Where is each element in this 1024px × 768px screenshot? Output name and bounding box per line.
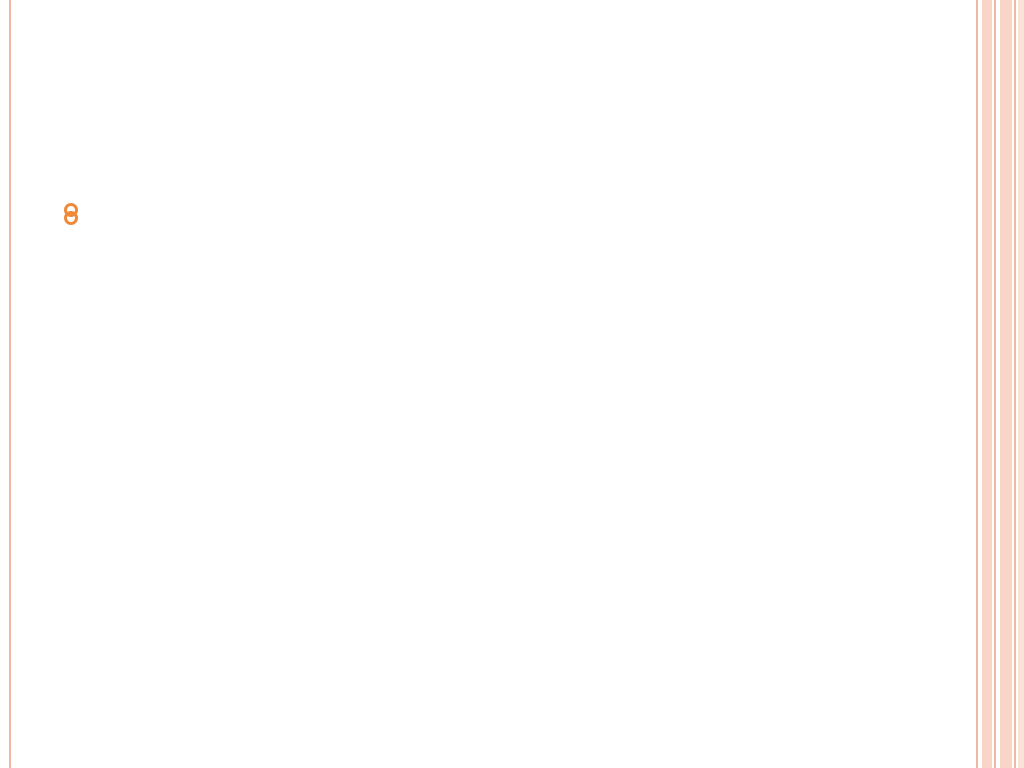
slide-body (62, 190, 882, 198)
stripe (976, 0, 978, 768)
left-border-rule (9, 0, 11, 768)
stripe (1014, 0, 1016, 768)
stripe (982, 0, 992, 768)
stripe (1018, 0, 1024, 768)
right-decorative-stripes (976, 0, 1024, 768)
bullet-circle-icon (64, 211, 78, 225)
stripe (1000, 0, 1012, 768)
stripe (994, 0, 996, 768)
